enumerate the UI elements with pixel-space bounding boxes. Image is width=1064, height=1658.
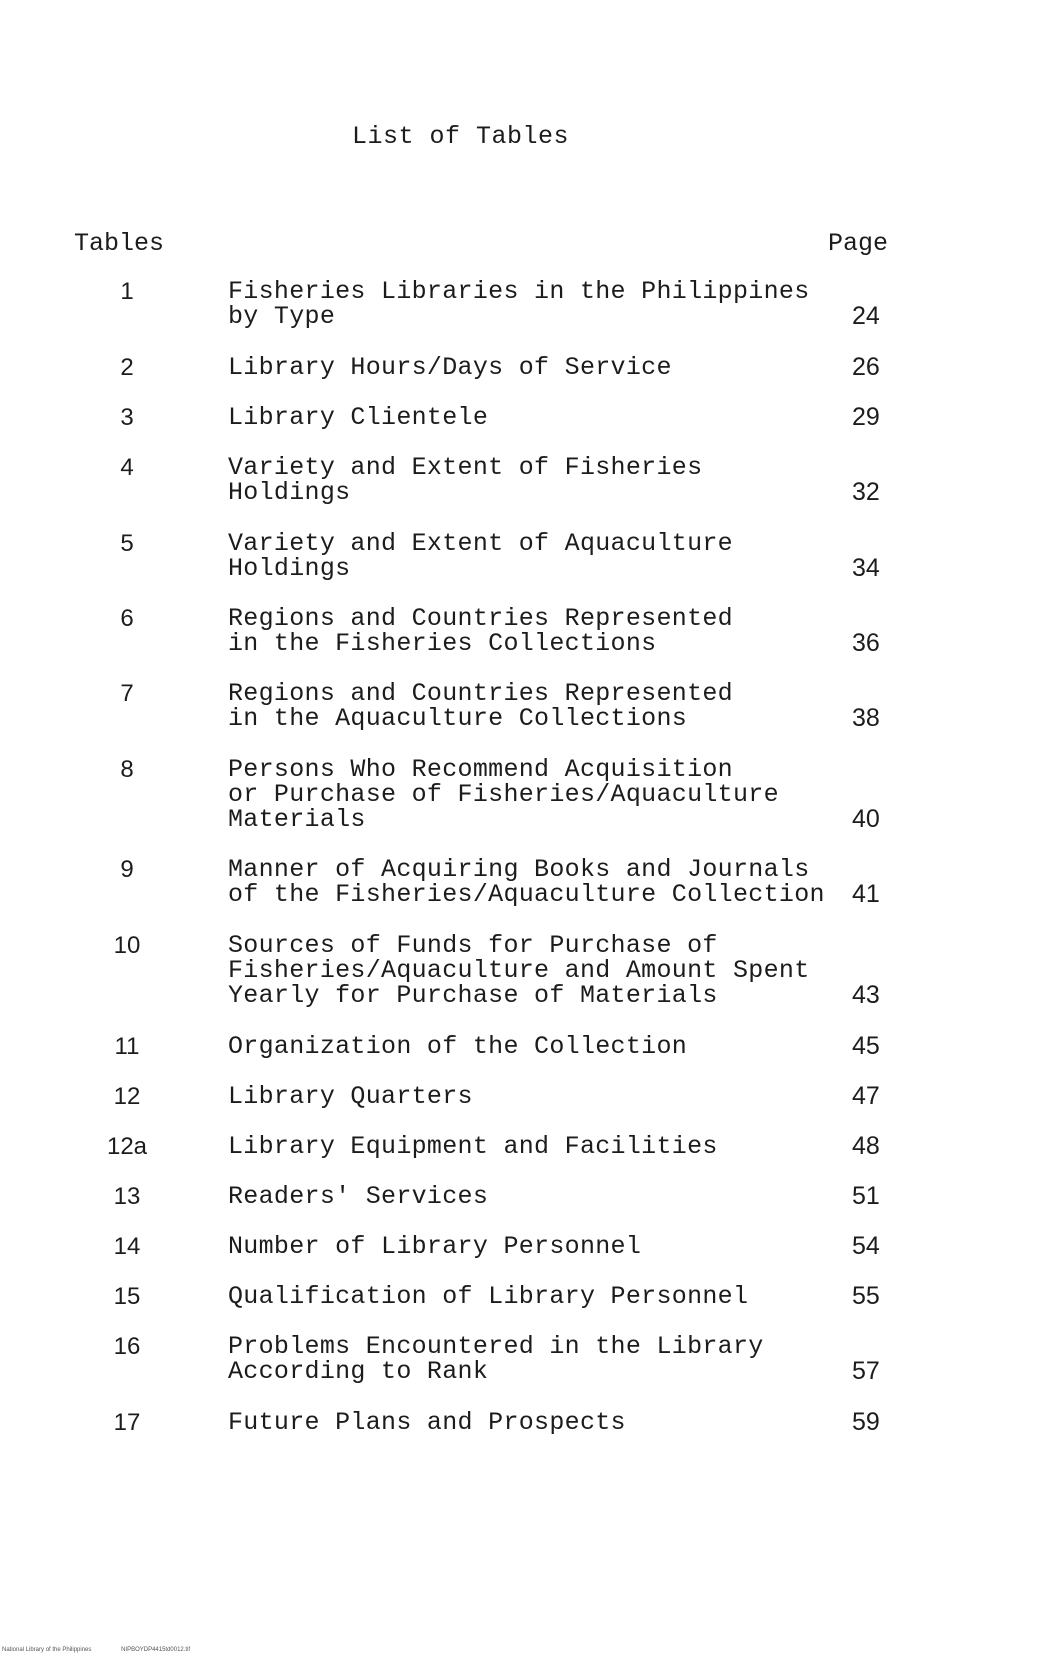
table-title: Library Quarters	[228, 1082, 473, 1111]
table-number: 12	[113, 1083, 141, 1110]
table-title: Manner of Acquiring Books and Journals of the Fisheries/Aquaculture Collection	[228, 855, 825, 909]
table-title: Variety and Extent of Aquaculture Holdings	[228, 529, 733, 583]
table-title: Regions and Countries Represented in the Fisheries Collections	[228, 604, 733, 658]
page-number: 55	[852, 1282, 880, 1310]
table-number: 10	[113, 932, 141, 959]
table-title: Readers' Services	[228, 1182, 489, 1211]
page-number: 32	[852, 478, 880, 506]
table-number: 5	[120, 530, 134, 557]
table-number: 17	[113, 1409, 141, 1436]
page-title: List of Tables	[352, 122, 570, 151]
page-number: 54	[852, 1232, 880, 1260]
table-title: Variety and Extent of Fisheries Holdings	[228, 453, 703, 507]
page-column-header: Page	[828, 229, 889, 258]
table-number: 7	[120, 680, 134, 707]
table-title: Number of Library Personnel	[228, 1232, 642, 1261]
table-number: 14	[113, 1233, 141, 1260]
table-number: 6	[120, 605, 134, 632]
table-title: Persons Who Recommend Acquisition or Purchase of Fisheries/Aquaculture Materials	[228, 755, 779, 834]
table-number: 13	[113, 1183, 141, 1210]
page-number: 43	[852, 981, 880, 1009]
page-number: 38	[852, 704, 880, 732]
table-title: Fisheries Libraries in the Philippines by Type	[228, 277, 810, 331]
table-number: 8	[120, 756, 134, 783]
page-number: 47	[852, 1082, 880, 1110]
footer-filename: NIPBOYDP4415td0012.tif	[121, 1647, 191, 1653]
scan-footer	[2, 1647, 218, 1653]
table-number: 11	[114, 1033, 140, 1060]
table-number: 1	[120, 278, 134, 305]
table-title: Sources of Funds for Purchase of Fisheries/Aquaculture and Amount Spent Yearly for Purchase of Materials	[228, 931, 810, 1010]
table-title: Qualification of Library Personnel	[228, 1282, 749, 1311]
page-number: 29	[852, 403, 880, 431]
table-number: 4	[120, 454, 134, 481]
page-number: 36	[852, 629, 880, 657]
page-number: 41	[852, 880, 880, 908]
page-number: 24	[852, 302, 880, 330]
page-number: 51	[852, 1182, 880, 1210]
table-number: 3	[120, 404, 134, 431]
table-title: Organization of the Collection	[228, 1032, 688, 1061]
table-title: Library Hours/Days of Service	[228, 353, 672, 382]
table-title: Library Clientele	[228, 403, 489, 432]
page-number: 45	[852, 1032, 880, 1060]
page-number: 26	[852, 353, 880, 381]
table-number: 16	[113, 1333, 141, 1360]
table-title: Problems Encountered in the Library According to Rank	[228, 1332, 764, 1386]
page-number: 48	[852, 1132, 880, 1160]
table-title: Regions and Countries Represented in the Aquaculture Collections	[228, 679, 733, 733]
table-number: 12a	[106, 1133, 148, 1160]
tables-column-header: Tables	[74, 229, 165, 258]
table-number: 15	[113, 1283, 141, 1310]
page-number: 40	[852, 805, 880, 833]
page-number: 59	[852, 1408, 880, 1436]
table-number: 9	[120, 856, 134, 883]
table-title: Library Equipment and Facilities	[228, 1132, 718, 1161]
page-number: 57	[852, 1357, 880, 1385]
footer-source: National Library of the Philippines	[2, 1647, 92, 1653]
table-number: 2	[120, 354, 134, 381]
table-title: Future Plans and Prospects	[228, 1408, 626, 1437]
page-number: 34	[852, 554, 880, 582]
